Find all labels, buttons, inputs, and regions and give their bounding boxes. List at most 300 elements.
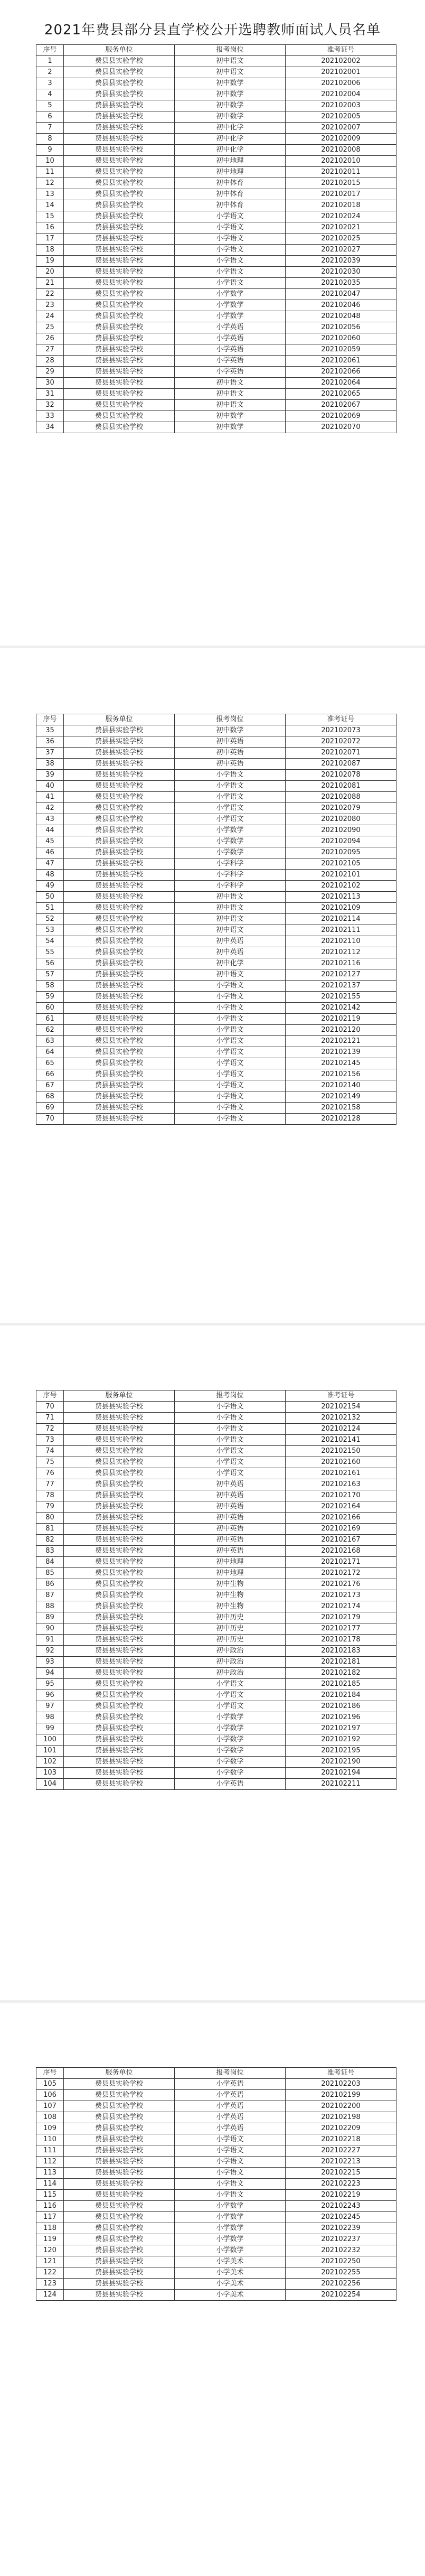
cell-serial: 100 [36, 1734, 64, 1746]
table-row [36, 1091, 396, 1103]
cell-position: 小学语文 [175, 2157, 286, 2168]
cell-position: 初中化学 [175, 123, 286, 134]
cell-position: 初中化学 [175, 145, 286, 156]
cell-exam-id: 202102113 [286, 892, 396, 903]
table-row [36, 1734, 396, 1746]
cell-service-unit: 费县县实验学校 [64, 211, 175, 222]
cell-exam-id: 202102110 [286, 936, 396, 947]
cell-position: 初中英语 [175, 1501, 286, 1513]
cell-position: 小学语文 [175, 1446, 286, 1457]
table-row [36, 2157, 396, 2168]
header-exam-id: 准考证号 [286, 1390, 396, 1402]
cell-exam-id: 202102177 [286, 1623, 396, 1635]
table-row [36, 736, 396, 748]
header-exam-id: 准考证号 [286, 714, 396, 725]
cell-position: 小学数学 [175, 289, 286, 300]
cell-exam-id: 202102121 [286, 1036, 396, 1047]
table-row [36, 1457, 396, 1468]
cell-exam-id: 202102219 [286, 2190, 396, 2201]
cell-exam-id: 202102112 [286, 947, 396, 958]
cell-position: 小学科学 [175, 858, 286, 870]
cell-exam-id: 202102172 [286, 1568, 396, 1579]
cell-service-unit: 费县县实验学校 [64, 1557, 175, 1568]
cell-position: 小学英语 [175, 344, 286, 356]
cell-serial: 102 [36, 1757, 64, 1768]
cell-exam-id: 202102203 [286, 2079, 396, 2090]
cell-service-unit: 费县县实验学校 [64, 836, 175, 847]
cell-serial: 27 [36, 344, 64, 356]
cell-exam-id: 202102237 [286, 2234, 396, 2245]
cell-service-unit: 费县县实验学校 [64, 367, 175, 378]
cell-exam-id: 202102011 [286, 167, 396, 178]
cell-exam-id: 202102174 [286, 1601, 396, 1612]
cell-serial: 103 [36, 1768, 64, 1779]
cell-serial: 79 [36, 1501, 64, 1513]
table-row [36, 1768, 396, 1779]
table-row [36, 1490, 396, 1501]
table-row [36, 2279, 396, 2290]
cell-serial: 118 [36, 2223, 64, 2234]
cell-position: 初中语文 [175, 903, 286, 914]
cell-position: 小学语文 [175, 2190, 286, 2201]
cell-service-unit: 费县县实验学校 [64, 825, 175, 836]
cell-position: 小学语文 [175, 1114, 286, 1125]
table-row [36, 389, 396, 400]
cell-serial: 11 [36, 167, 64, 178]
table-row [36, 2256, 396, 2267]
cell-serial: 34 [36, 422, 64, 433]
cell-position: 初中语文 [175, 378, 286, 389]
cell-serial: 60 [36, 1003, 64, 1014]
cell-exam-id: 202102048 [286, 311, 396, 322]
cell-position: 小学数学 [175, 300, 286, 311]
cell-service-unit: 费县县实验学校 [64, 2223, 175, 2234]
cell-service-unit: 费县县实验学校 [64, 1468, 175, 1479]
cell-exam-id: 202102101 [286, 870, 396, 881]
cell-exam-id: 202102245 [286, 2212, 396, 2223]
cell-exam-id: 202102087 [286, 759, 396, 770]
cell-serial: 50 [36, 892, 64, 903]
cell-position: 小学语文 [175, 1413, 286, 1424]
cell-serial: 54 [36, 936, 64, 947]
table-row [36, 2134, 396, 2145]
cell-service-unit: 费县县实验学校 [64, 870, 175, 881]
cell-position: 小学英语 [175, 2101, 286, 2112]
cell-position: 小学语文 [175, 1424, 286, 1435]
cell-service-unit: 费县县实验学校 [64, 1058, 175, 1069]
cell-exam-id: 202102001 [286, 67, 396, 78]
cell-service-unit: 费县县实验学校 [64, 2245, 175, 2256]
table-row [36, 1446, 396, 1457]
cell-service-unit: 费县县实验学校 [64, 178, 175, 189]
cell-exam-id: 202102009 [286, 134, 396, 145]
cell-serial: 33 [36, 411, 64, 422]
cell-serial: 86 [36, 1579, 64, 1590]
cell-service-unit: 费县县实验学校 [64, 1014, 175, 1025]
table-row [36, 825, 396, 836]
table-row [36, 356, 396, 367]
table-row [36, 2245, 396, 2256]
cell-service-unit: 费县县实验学校 [64, 1080, 175, 1091]
cell-serial: 71 [36, 1413, 64, 1424]
table-row [36, 803, 396, 814]
cell-serial: 23 [36, 300, 64, 311]
table-row [36, 333, 396, 344]
table-row [36, 936, 396, 947]
cell-exam-id: 202102183 [286, 1646, 396, 1657]
cell-position: 小学语文 [175, 222, 286, 234]
table-row [36, 847, 396, 858]
cell-serial: 75 [36, 1457, 64, 1468]
cell-position: 初中数学 [175, 100, 286, 111]
cell-exam-id: 202102069 [286, 411, 396, 422]
cell-service-unit: 费县县实验学校 [64, 256, 175, 267]
cell-position: 初中英语 [175, 736, 286, 748]
cell-service-unit: 费县县实验学校 [64, 1579, 175, 1590]
cell-service-unit: 费县县实验学校 [64, 2290, 175, 2301]
cell-exam-id: 202102095 [286, 847, 396, 858]
table-row [36, 367, 396, 378]
cell-serial: 22 [36, 289, 64, 300]
cell-exam-id: 202102114 [286, 914, 396, 925]
cell-serial: 12 [36, 178, 64, 189]
table-row [36, 189, 396, 200]
cell-exam-id: 202102132 [286, 1413, 396, 1424]
cell-position: 初中英语 [175, 759, 286, 770]
cell-service-unit: 费县县实验学校 [64, 89, 175, 100]
cell-serial: 17 [36, 234, 64, 245]
cell-exam-id: 202102142 [286, 1003, 396, 1014]
cell-service-unit: 费县县实验学校 [64, 969, 175, 981]
cell-service-unit: 费县县实验学校 [64, 400, 175, 411]
cell-exam-id: 202102209 [286, 2123, 396, 2134]
table-row [36, 1524, 396, 1535]
cell-exam-id: 202102124 [286, 1424, 396, 1435]
cell-position: 小学语文 [175, 1690, 286, 1701]
cell-service-unit: 费县县实验学校 [64, 881, 175, 892]
cell-position: 小学英语 [175, 322, 286, 333]
cell-exam-id: 202102002 [286, 56, 396, 67]
cell-serial: 42 [36, 803, 64, 814]
cell-position: 初中政治 [175, 1657, 286, 1668]
cell-service-unit: 费县县实验学校 [64, 1446, 175, 1457]
cell-serial: 94 [36, 1668, 64, 1679]
cell-serial: 25 [36, 322, 64, 333]
cell-service-unit: 费县县实验学校 [64, 1779, 175, 1790]
table-row [36, 78, 396, 89]
cell-serial: 68 [36, 1091, 64, 1103]
cell-position: 小学语文 [175, 256, 286, 267]
cell-position: 小学语文 [175, 814, 286, 825]
header-service-unit: 服务单位 [64, 45, 175, 56]
cell-exam-id: 202102173 [286, 1590, 396, 1601]
cell-service-unit: 费县县实验学校 [64, 56, 175, 67]
table-row [36, 1069, 396, 1080]
table-row [36, 1080, 396, 1091]
cell-position: 初中数学 [175, 725, 286, 736]
cell-position: 初中英语 [175, 1535, 286, 1546]
table-row [36, 1014, 396, 1025]
cell-service-unit: 费县县实验学校 [64, 189, 175, 200]
cell-serial: 89 [36, 1612, 64, 1623]
cell-serial: 32 [36, 400, 64, 411]
cell-serial: 85 [36, 1568, 64, 1579]
cell-service-unit: 费县县实验学校 [64, 925, 175, 936]
cell-position: 初中历史 [175, 1635, 286, 1646]
cell-service-unit: 费县县实验学校 [64, 1457, 175, 1468]
table-row [36, 1402, 396, 1413]
cell-position: 小学美术 [175, 2256, 286, 2267]
cell-position: 小学数学 [175, 2245, 286, 2256]
table-row [36, 222, 396, 234]
cell-service-unit: 费县县实验学校 [64, 2190, 175, 2201]
cell-service-unit: 费县县实验学校 [64, 1435, 175, 1446]
cell-serial: 46 [36, 847, 64, 858]
table-row [36, 836, 396, 847]
table-row [36, 234, 396, 245]
table-row [36, 289, 396, 300]
table-row [36, 892, 396, 903]
header-exam-id: 准考证号 [286, 45, 396, 56]
cell-serial: 53 [36, 925, 64, 936]
table-row [36, 178, 396, 189]
cell-service-unit: 费县县实验学校 [64, 781, 175, 792]
cell-serial: 39 [36, 770, 64, 781]
roster-table [36, 1390, 396, 1790]
cell-position: 小学数学 [175, 2201, 286, 2212]
cell-position: 小学语文 [175, 1080, 286, 1091]
cell-serial: 113 [36, 2168, 64, 2179]
cell-exam-id: 202102109 [286, 903, 396, 914]
cell-exam-id: 202102239 [286, 2223, 396, 2234]
cell-exam-id: 202102164 [286, 1501, 396, 1513]
cell-position: 小学数学 [175, 1746, 286, 1757]
cell-service-unit: 费县县实验学校 [64, 1590, 175, 1601]
cell-position: 初中体育 [175, 200, 286, 211]
table-header-row [36, 714, 396, 725]
cell-service-unit: 费县县实验学校 [64, 1036, 175, 1047]
header-position: 报考岗位 [175, 714, 286, 725]
cell-service-unit: 费县县实验学校 [64, 222, 175, 234]
cell-service-unit: 费县县实验学校 [64, 1069, 175, 1080]
cell-exam-id: 202102213 [286, 2157, 396, 2168]
page-separator [0, 2000, 425, 2003]
header-position: 报考岗位 [175, 2068, 286, 2079]
roster-table [36, 714, 396, 1125]
table-row [36, 1779, 396, 1790]
cell-service-unit: 费县县实验学校 [64, 1114, 175, 1125]
table-row [36, 1701, 396, 1712]
cell-position: 小学语文 [175, 2168, 286, 2179]
cell-exam-id: 202102007 [286, 123, 396, 134]
cell-service-unit: 费县县实验学校 [64, 1712, 175, 1723]
cell-exam-id: 202102176 [286, 1579, 396, 1590]
cell-serial: 21 [36, 278, 64, 289]
cell-exam-id: 202102250 [286, 2256, 396, 2267]
cell-serial: 109 [36, 2123, 64, 2134]
cell-position: 初中政治 [175, 1646, 286, 1657]
cell-service-unit: 费县县实验学校 [64, 2168, 175, 2179]
cell-position: 小学语文 [175, 803, 286, 814]
cell-serial: 57 [36, 969, 64, 981]
cell-service-unit: 费县县实验学校 [64, 67, 175, 78]
table-row [36, 1546, 396, 1557]
cell-exam-id: 202102184 [286, 1690, 396, 1701]
cell-exam-id: 202102192 [286, 1734, 396, 1746]
cell-position: 小学数学 [175, 1757, 286, 1768]
cell-serial: 99 [36, 1723, 64, 1734]
table-row [36, 881, 396, 892]
cell-service-unit: 费县县实验学校 [64, 1402, 175, 1413]
cell-exam-id: 202102039 [286, 256, 396, 267]
cell-service-unit: 费县县实验学校 [64, 1668, 175, 1679]
table-row [36, 1513, 396, 1524]
header-serial: 序号 [36, 1390, 64, 1402]
cell-serial: 63 [36, 1036, 64, 1047]
cell-position: 小学语文 [175, 234, 286, 245]
cell-serial: 74 [36, 1446, 64, 1457]
cell-service-unit: 费县县实验学校 [64, 736, 175, 748]
table-row [36, 422, 396, 433]
cell-service-unit: 费县县实验学校 [64, 1003, 175, 1014]
cell-serial: 92 [36, 1646, 64, 1657]
cell-serial: 58 [36, 981, 64, 992]
cell-serial: 56 [36, 958, 64, 969]
cell-position: 初中语文 [175, 892, 286, 903]
cell-service-unit: 费县县实验学校 [64, 1513, 175, 1524]
cell-serial: 65 [36, 1058, 64, 1069]
cell-service-unit: 费县县实验学校 [64, 1734, 175, 1746]
cell-service-unit: 费县县实验学校 [64, 200, 175, 211]
cell-serial: 67 [36, 1080, 64, 1091]
cell-position: 初中语文 [175, 925, 286, 936]
table-row [36, 123, 396, 134]
cell-exam-id: 202102006 [286, 78, 396, 89]
cell-service-unit: 费县县实验学校 [64, 2212, 175, 2223]
cell-position: 小学数学 [175, 1712, 286, 1723]
table-row [36, 2212, 396, 2223]
cell-exam-id: 202102154 [286, 1402, 396, 1413]
cell-position: 小学语文 [175, 1014, 286, 1025]
cell-serial: 76 [36, 1468, 64, 1479]
cell-exam-id: 202102072 [286, 736, 396, 748]
cell-exam-id: 202102150 [286, 1446, 396, 1457]
cell-serial: 62 [36, 1025, 64, 1036]
cell-position: 初中语文 [175, 969, 286, 981]
cell-exam-id: 202102035 [286, 278, 396, 289]
cell-exam-id: 202102060 [286, 333, 396, 344]
table-row [36, 870, 396, 881]
cell-serial: 106 [36, 2090, 64, 2101]
cell-serial: 117 [36, 2212, 64, 2223]
table-row [36, 1468, 396, 1479]
cell-serial: 124 [36, 2290, 64, 2301]
header-serial: 序号 [36, 2068, 64, 2079]
cell-position: 小学数学 [175, 1723, 286, 1734]
cell-serial: 26 [36, 333, 64, 344]
cell-position: 小学英语 [175, 1779, 286, 1790]
cell-position: 小学数学 [175, 1734, 286, 1746]
cell-position: 小学英语 [175, 356, 286, 367]
cell-serial: 116 [36, 2201, 64, 2212]
cell-serial: 98 [36, 1712, 64, 1723]
cell-serial: 20 [36, 267, 64, 278]
cell-position: 小学美术 [175, 2279, 286, 2290]
cell-exam-id: 202102030 [286, 267, 396, 278]
cell-service-unit: 费县县实验学校 [64, 2090, 175, 2101]
cell-position: 小学语文 [175, 1435, 286, 1446]
table-row [36, 311, 396, 322]
cell-serial: 13 [36, 189, 64, 200]
table-header-row [36, 2068, 396, 2079]
cell-position: 初中语文 [175, 67, 286, 78]
cell-exam-id: 202102003 [286, 100, 396, 111]
table-row [36, 300, 396, 311]
table-row [36, 134, 396, 145]
cell-position: 小学数学 [175, 836, 286, 847]
cell-service-unit: 费县县实验学校 [64, 389, 175, 400]
table-header-row [36, 1390, 396, 1402]
table-row [36, 2145, 396, 2157]
cell-service-unit: 费县县实验学校 [64, 378, 175, 389]
cell-exam-id: 202102196 [286, 1712, 396, 1723]
table-row [36, 322, 396, 333]
cell-position: 初中数学 [175, 89, 286, 100]
cell-position: 初中英语 [175, 1524, 286, 1535]
cell-service-unit: 费县县实验学校 [64, 1701, 175, 1712]
cell-position: 小学语文 [175, 1701, 286, 1712]
cell-serial: 112 [36, 2157, 64, 2168]
table-row [36, 1590, 396, 1601]
cell-service-unit: 费县县实验学校 [64, 803, 175, 814]
table-row [36, 770, 396, 781]
cell-service-unit: 费县县实验学校 [64, 958, 175, 969]
cell-position: 小学语文 [175, 1058, 286, 1069]
cell-exam-id: 202102004 [286, 89, 396, 100]
cell-serial: 104 [36, 1779, 64, 1790]
cell-serial: 7 [36, 123, 64, 134]
table-row [36, 1413, 396, 1424]
cell-exam-id: 202102139 [286, 1047, 396, 1058]
cell-serial: 120 [36, 2245, 64, 2256]
table-row [36, 400, 396, 411]
cell-exam-id: 202102140 [286, 1080, 396, 1091]
cell-position: 小学美术 [175, 2290, 286, 2301]
cell-serial: 1 [36, 56, 64, 67]
cell-service-unit: 费县县实验学校 [64, 2279, 175, 2290]
cell-serial: 35 [36, 725, 64, 736]
cell-serial: 81 [36, 1524, 64, 1535]
table-row [36, 1557, 396, 1568]
table-row [36, 89, 396, 100]
cell-exam-id: 202102105 [286, 858, 396, 870]
cell-position: 小学数学 [175, 1768, 286, 1779]
cell-exam-id: 202102111 [286, 925, 396, 936]
cell-serial: 91 [36, 1635, 64, 1646]
table-row [36, 1025, 396, 1036]
cell-service-unit: 费县县实验学校 [64, 992, 175, 1003]
cell-position: 小学语文 [175, 1069, 286, 1080]
cell-exam-id: 202102015 [286, 178, 396, 189]
cell-service-unit: 费县县实验学校 [64, 333, 175, 344]
table-row [36, 1723, 396, 1734]
cell-exam-id: 202102223 [286, 2179, 396, 2190]
cell-service-unit: 费县县实验学校 [64, 1546, 175, 1557]
cell-serial: 69 [36, 1103, 64, 1114]
cell-serial: 48 [36, 870, 64, 881]
cell-service-unit: 费县县实验学校 [64, 981, 175, 992]
cell-position: 小学语文 [175, 1047, 286, 1058]
